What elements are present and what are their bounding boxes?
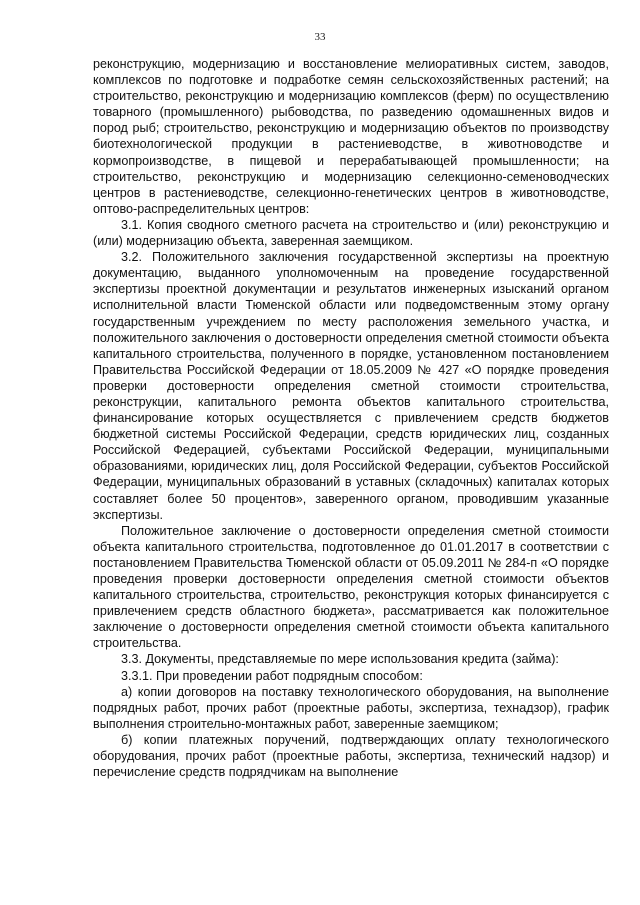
document-body [93, 56, 609, 780]
paragraph-continuation: реконструкцию, модернизацию и восстановление мелиоративных систем, заводов, комплексов по подготовке и подработке семян сельскохозяйственных растений; на строительство, реконструкцию и модернизацию комплексов (ферм) по осуществлению товарного (промышленного) рыбоводства, по разведению одомашненных видов и пород рыб; строительство, реконструкцию и модернизацию объектов по производству биотехнологической продукции в растениеводстве, в животноводстве и кормопроизводстве, в пищевой и перерабатывающей промышленности; на строительство, реконструкцию и модернизацию селекционно-семеноводческих центров в растениеводстве, селекционно-генетических центров в животноводстве, оптово-распределительных центров: [93, 57, 609, 216]
paragraph-item-b: б) копии платежных поручений, подтверждающих оплату технологического оборудования, прочих работ (проектные работы, экспертиза, технический надзор) и перечисление средств подрядчикам на выполнение [93, 732, 609, 780]
paragraph-3-3-1: 3.3.1. При проведении работ подрядным способом: [121, 668, 423, 683]
page-number: 33 [314, 31, 326, 43]
paragraph-positive-conclusion: Положительное заключение о достоверности определения сметной стоимости объекта капитального строительства, подготовленное до 01.01.2017 в соответствии с постановлением Правительства Тюменской области от 05.09.2011 № 284-п «О порядке проведения проверки достоверности определения сметной стоимости объектов капитального строительства, строительство, реконструкция которых финансируется с привлечением средств областного бюджета», рассматривается как положительное заключение о достоверности определения сметной стоимости объекта капитального строительства. [93, 523, 609, 651]
paragraph-3-3: 3.3. Документы, представляемые по мере использования кредита (займа): [121, 652, 559, 667]
paragraph-3-2: 3.2. Положительного заключения государственной экспертизы на проектную документацию, выданного уполномоченным на проведение государственной экспертизы проектной документации и результатов инженерных изысканий органом исполнительной власти Тюменской области или подведомственным этому органу государственным учреждением по месту расположения земельного участка, и положительного заключения о достоверности определения сметной стоимости объекта капитального строительства, полученного в порядке, установленном постановлением Правительства Российской Федерации от 18.05.2009 № 427 «О порядке проведения проверки достоверности определения сметной стоимости строительства, реконструкции, капитального ремонта объектов капитального строительства, финансирование которых осуществляется с привлечением средств бюджетов бюджетной системы Российской Федерации, средств юридических лиц, созданных Российской Федерацией, субъектами Российской Федерации, муниципальными образованиями, юридических лиц, доля Российской Федерации, субъектов Российской Федерации, муниципальных образований в уставных (складочных) капиталах которых составляет более 50 процентов», заверенного органом, проводившим указанные экспертизы. [93, 250, 609, 522]
paragraph-item-a: а) копии договоров на поставку технологического оборудования, на выполнение подрядных работ, прочих работ (проектные работы, экспертиза, технадзор), график выполнения строительно-монтажных работ, заверенные заемщиком; [93, 684, 609, 731]
paragraph-3-1: 3.1. Копия сводного сметного расчета на строительство и (или) реконструкцию и (или) модернизацию объекта, заверенная заемщиком. [93, 217, 609, 249]
